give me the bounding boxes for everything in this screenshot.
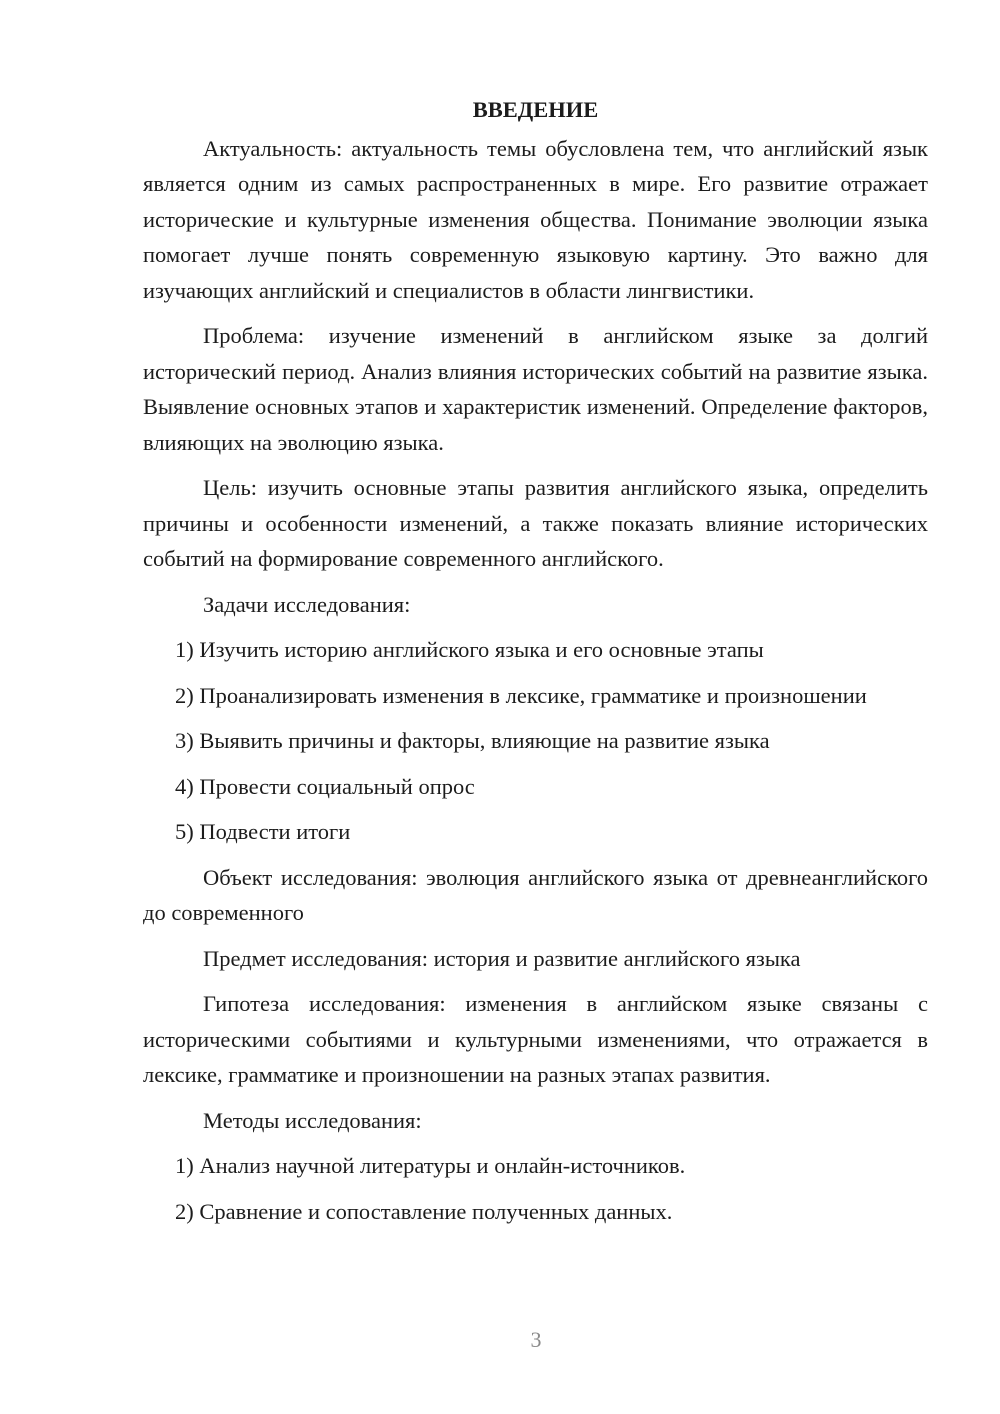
problem-paragraph: Проблема: изучение изменений в английском языке за долгий исторический период. Анализ влияния исторических событий на развитие языка. Выявление основных этапов и характеристик изменений. Определение факторов, влияющих на эволюцию языка. — [143, 323, 928, 455]
relevance-paragraph: Актуальность: актуальность темы обусловлена тем, что английский язык является одним из самых распространенных в мире. Его развитие отражает исторические и культурные изменения общества. Понимание эволюции языка помогает лучше понять современную языковую картину. Это важно для изучающих английский и специалистов в области лингвистики. — [143, 135, 928, 303]
subject-paragraph: Предмет исследования: история и развитие английского языка — [203, 945, 801, 971]
method-item-2: 2) Сравнение и сопоставление полученных данных. — [175, 1198, 673, 1224]
task-item-5: 5) Подвести итоги — [175, 819, 351, 844]
method-item-1: 1) Анализ научной литературы и онлайн-источников. — [175, 1153, 686, 1178]
document-body — [143, 92, 928, 1239]
methods-heading: Методы исследования: — [203, 1107, 422, 1133]
goal-paragraph: Цель: изучить основные этапы развития английского языка, определить причины и особенности изменений, а также показать влияние исторических событий на формирование современного английского. — [143, 475, 928, 571]
task-item-3: 3) Выявить причины и факторы, влияющие на развитие языка — [175, 728, 770, 753]
task-item-1: 1) Изучить историю английского языка и его основные этапы — [175, 637, 764, 662]
page-number: 3 — [530, 1327, 542, 1352]
task-item-2: 2) Проанализировать изменения в лексике, грамматике и произношении — [175, 682, 867, 708]
task-item-4: 4) Провести социальный опрос — [175, 773, 475, 799]
object-paragraph: Объект исследования: эволюция английского языка от древнеанглийского до современного — [143, 864, 928, 925]
hypothesis-paragraph: Гипотеза исследования: изменения в английском языке связаны с историческими событиями и культурными изменениями, что отражается в лексике, грамматике и произношении на разных этапах развития. — [143, 991, 928, 1087]
section-title: ВВЕДЕНИЕ — [472, 97, 599, 122]
tasks-heading: Задачи исследования: — [203, 591, 411, 617]
